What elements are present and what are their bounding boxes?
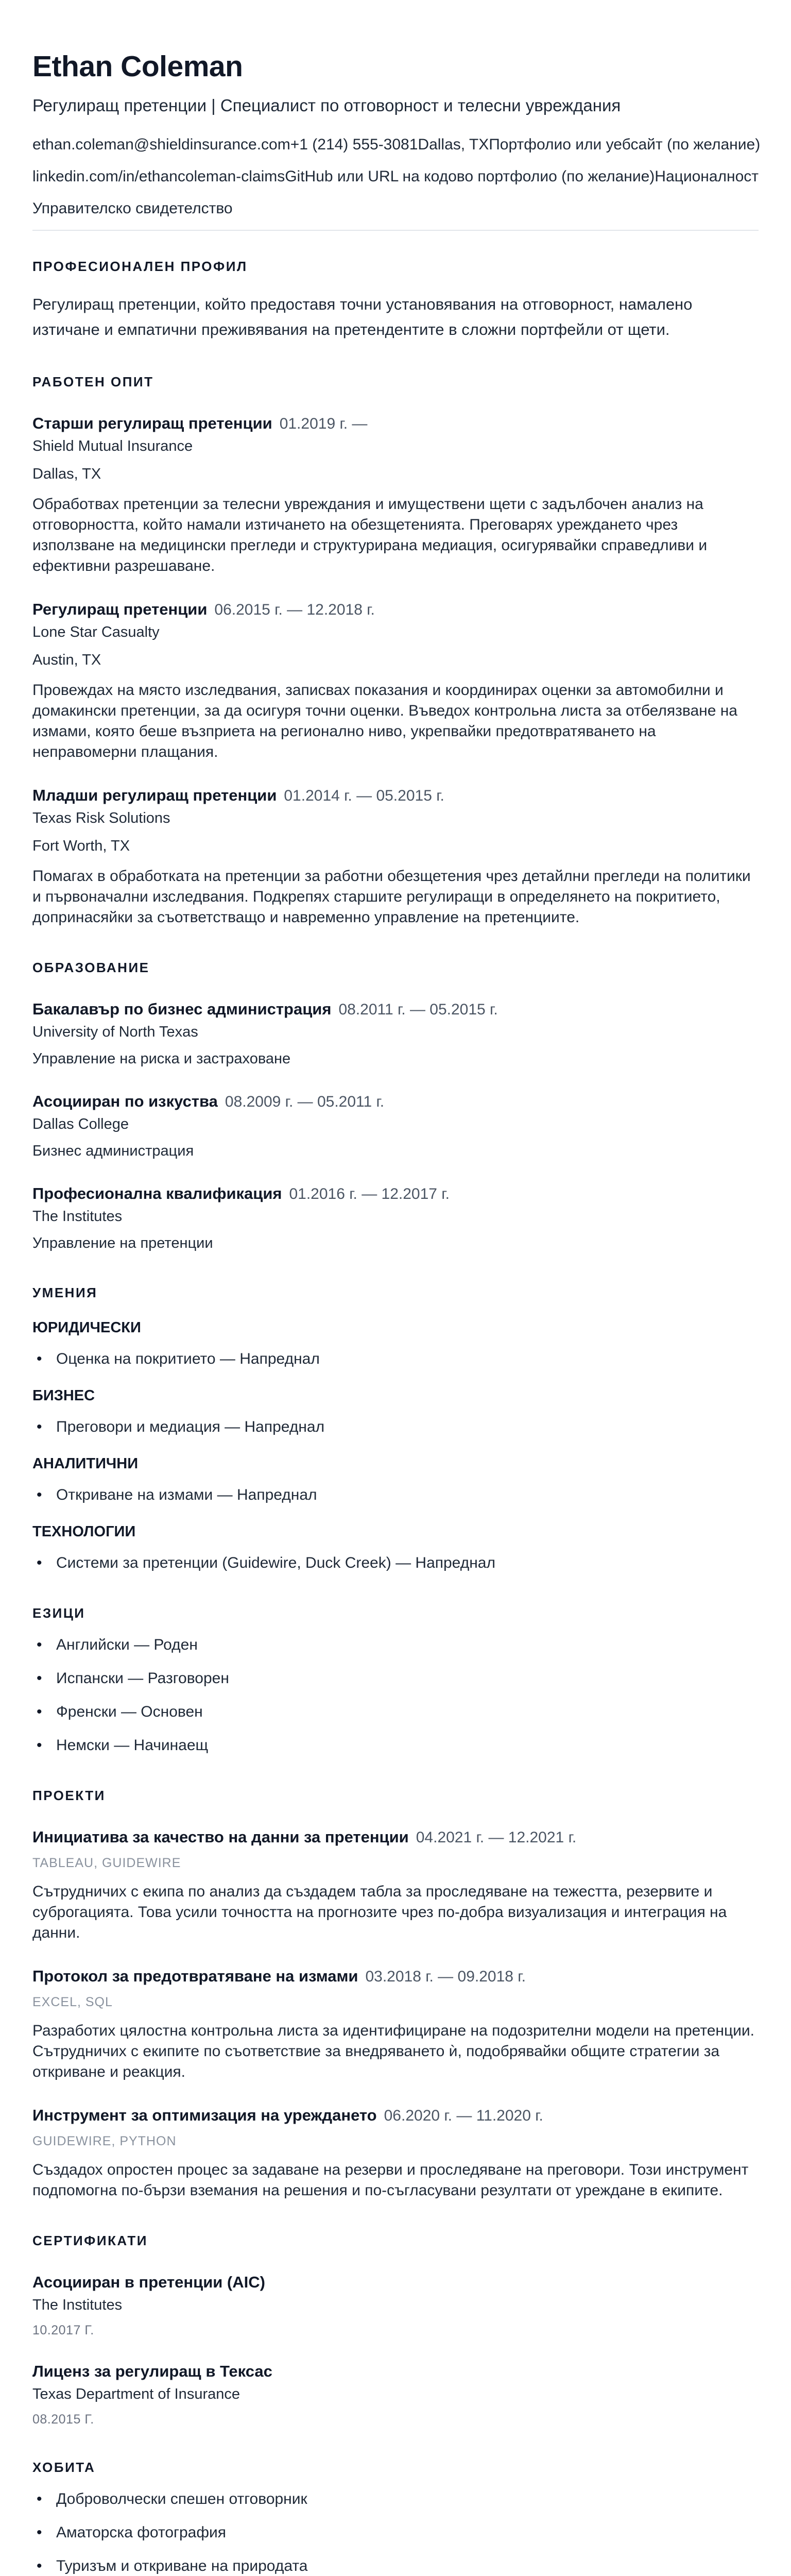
language-label: Английски — Роден (56, 1636, 198, 1653)
bullet-icon: • (37, 1554, 42, 1571)
bullet-icon: • (37, 1703, 42, 1720)
language-item (32, 1702, 759, 1722)
page-title: Ethan Coleman (32, 50, 243, 83)
section-hobbies (32, 2459, 759, 2576)
section-projects (32, 1787, 759, 2201)
project-dates: 04.2021 г. — 12.2021 г. (416, 1829, 577, 1846)
job-company: Lone Star Casualty (32, 624, 160, 640)
project-title: Инициатива за качество на данни за претенции (32, 1828, 409, 1846)
language-label: Френски — Основен (56, 1703, 203, 1720)
skill-category-business: БИЗНЕС (32, 1387, 95, 1404)
job-dates: 01.2019 г. — (279, 415, 368, 432)
bullet-icon: • (37, 1350, 42, 1367)
hobby-item (32, 2489, 759, 2510)
education-item (32, 999, 759, 1069)
project-description: Създадох опростен процес за задаване на резерви и проследяване на преговори. Този инструмент подпомогна по-бързи вземания на решения и по-съгласувани резултати от уреждане в екипите. (32, 2161, 749, 2199)
bullet-icon: • (37, 2490, 42, 2507)
section-profile (32, 258, 759, 342)
project-dates: 06.2020 г. — 11.2020 г. (384, 2107, 543, 2124)
school-name: Dallas College (32, 1116, 129, 1132)
bullet-icon: • (37, 1636, 42, 1653)
section-title-hobbies: ХОБИТА (32, 2460, 96, 2475)
skill-category-analytical: АНАЛИТИЧНИ (32, 1455, 139, 1472)
section-skills (32, 1284, 759, 1573)
job-company: Shield Mutual Insurance (32, 438, 193, 454)
bullet-icon: • (37, 1486, 42, 1503)
project-title: Протокол за предотвратяване на измами (32, 1967, 358, 1985)
hobby-item (32, 2522, 759, 2543)
project-item (32, 2105, 759, 2201)
skill-item (32, 1485, 759, 1505)
language-label: Немски — Начинаещ (56, 1737, 209, 1754)
certification-org: Texas Department of Insurance (32, 2386, 240, 2402)
bullet-icon: • (37, 1737, 42, 1754)
project-description: Разработих цялостна контрольна листа за идентифициране на подозрителни модели на претенции. Сътрудничих с екипите по съответствие за внедряването ѝ, подобрявайки общите стратегии за откриване и реакция. (32, 2022, 755, 2080)
degree-dates: 01.2016 г. — 12.2017 г. (289, 1185, 450, 1202)
skill-item-label: Оценка на покритието — Напреднал (56, 1350, 320, 1367)
education-item (32, 1091, 759, 1161)
certification-date: 10.2017 Г. (32, 2323, 94, 2337)
experience-item (32, 785, 759, 928)
section-title-projects: ПРОЕКТИ (32, 1788, 106, 1803)
hobby-item (32, 2556, 759, 2576)
job-title: Младши регулиращ претенции (32, 786, 277, 804)
skill-category-legal: ЮРИДИЧЕСКИ (32, 1319, 141, 1336)
section-title-languages: ЕЗИЦИ (32, 1605, 85, 1621)
skill-item-label: Преговори и медиация — Напреднал (56, 1418, 325, 1435)
skill-category-technology: ТЕХНОЛОГИИ (32, 1523, 136, 1540)
study-field: Управление на претенции (32, 1235, 213, 1251)
skill-item-label: Системи за претенции (Guidewire, Duck Creek) — Напреднал (56, 1554, 495, 1571)
section-title-education: ОБРАЗОВАНИЕ (32, 960, 150, 975)
job-location: Fort Worth, TX (32, 838, 130, 854)
language-item (32, 1735, 759, 1756)
contact-line-1: ethan.coleman@shieldinsurance.com+1 (214) 555-3081Dallas, TXПортфолио или уебсайт (по желание) (32, 136, 761, 153)
contact-block (32, 129, 759, 225)
project-description: Сътрудничих с екипа по анализ да създадем табла за проследяване на тежестта, резервите и суброгацията. Това усили точността на прогнозите чрез по-добра визуализация и интеграция на данни. (32, 1883, 727, 1941)
project-tech: EXCEL, SQL (32, 1995, 113, 2009)
job-description: Обработвах претенции за телесни увреждания и имуществени щети с задълбочен анализ на отговорността, който намали изтичането на обезщетенията. Преговарях уреждането чрез използване на медицински прегледи и структурирана медиация, осигурявайки справедливи и ефективни разрешаване. (32, 496, 708, 574)
job-title: Старши регулиращ претенции (32, 414, 272, 432)
section-education (32, 959, 759, 1253)
skill-item (32, 1417, 759, 1437)
project-item (32, 1827, 759, 1943)
bullet-icon: • (37, 2524, 42, 2541)
skill-item (32, 1349, 759, 1369)
section-title-skills: УМЕНИЯ (32, 1285, 98, 1300)
school-name: The Institutes (32, 1208, 123, 1225)
study-field: Бизнес администрация (32, 1143, 194, 1159)
certification-item (32, 2361, 759, 2428)
bullet-icon: • (37, 1418, 42, 1435)
language-item (32, 1668, 759, 1689)
language-item (32, 1635, 759, 1655)
bullet-icon: • (37, 1670, 42, 1687)
hobby-label: Доброволчески спешен отговорник (56, 2490, 307, 2507)
project-tech: TABLEAU, GUIDEWIRE (32, 1856, 181, 1870)
certification-org: The Institutes (32, 2297, 123, 2313)
job-headline: Регулиращ претенции | Специалист по отговорност и телесни увреждания (32, 96, 621, 115)
degree-title: Асоцииран по изкуства (32, 1092, 218, 1110)
language-label: Испански — Разговорен (56, 1670, 229, 1687)
section-experience (32, 373, 759, 928)
project-tech: GUIDEWIRE, PYTHON (32, 2134, 177, 2148)
skill-item-label: Откриване на измами — Напреднал (56, 1486, 317, 1503)
project-title: Инструмент за оптимизация на уреждането (32, 2106, 377, 2124)
job-dates: 01.2014 г. — 05.2015 г. (284, 787, 444, 804)
project-item (32, 1966, 759, 2082)
bullet-icon: • (37, 2557, 42, 2574)
degree-dates: 08.2009 г. — 05.2011 г. (225, 1093, 385, 1110)
header-divider (32, 230, 759, 231)
skill-item (32, 1553, 759, 1573)
degree-title: Професионална квалификация (32, 1184, 282, 1202)
hobby-label: Аматорска фотография (56, 2524, 227, 2541)
certification-name: Асоцииран в претенции (AIC) (32, 2273, 265, 2291)
section-languages (32, 1604, 759, 1756)
section-title-certifications: СЕРТИФИКАТИ (32, 2233, 148, 2248)
contact-line-3: Управителско свидетелство (32, 200, 233, 217)
hobby-label: Туризъм и откриване на природата (56, 2557, 308, 2574)
section-certifications (32, 2232, 759, 2428)
job-location: Austin, TX (32, 652, 101, 668)
job-title: Регулиращ претенции (32, 600, 208, 618)
job-description: Провеждах на място изследвания, записвах показания и координирах оценки за автомобилни и домакински претенции, за да осигуря точни оценки. Въведох контрольна листа за отбелязване на измами, която беше възприета на регионално ниво, укрепвайки предотвратяването на неправомерни плащания. (32, 682, 737, 760)
job-dates: 06.2015 г. — 12.2018 г. (214, 601, 375, 618)
education-item (32, 1183, 759, 1253)
school-name: University of North Texas (32, 1024, 198, 1040)
certification-name: Лиценз за регулиращ в Тексас (32, 2362, 272, 2380)
experience-item (32, 413, 759, 577)
section-title-experience: РАБОТЕН ОПИТ (32, 374, 154, 389)
certification-date: 08.2015 Г. (32, 2412, 94, 2427)
profile-summary: Регулиращ претенции, който предоставя точни установявания на отговорност, намалено изтичане и емпатични преживявания на претендентите в сложни портфейли от щети. (32, 295, 693, 338)
project-dates: 03.2018 г. — 09.2018 г. (365, 1968, 526, 1985)
contact-line-2: linkedin.com/in/ethancoleman-claimsGitHub или URL на кодово портфолио (по желание)Националност (32, 168, 759, 185)
job-location: Dallas, TX (32, 466, 101, 482)
section-title-profile: ПРОФЕСИОНАЛЕН ПРОФИЛ (32, 259, 248, 274)
job-company: Texas Risk Solutions (32, 810, 170, 826)
job-description: Помагах в обработката на претенции за работни обезщетения чрез детайлни прегледи на политики и първоначални изследвания. Подкрепях старшите регулиращи в определянето на покритието, допринасяйки за съответстващо и навременно управление на претенциите. (32, 868, 751, 926)
experience-item (32, 599, 759, 762)
study-field: Управление на риска и застраховане (32, 1050, 291, 1067)
certification-item (32, 2272, 759, 2338)
resume-header (32, 49, 759, 231)
degree-dates: 08.2011 г. — 05.2015 г. (338, 1001, 498, 1018)
degree-title: Бакалавър по бизнес администрация (32, 1000, 332, 1018)
